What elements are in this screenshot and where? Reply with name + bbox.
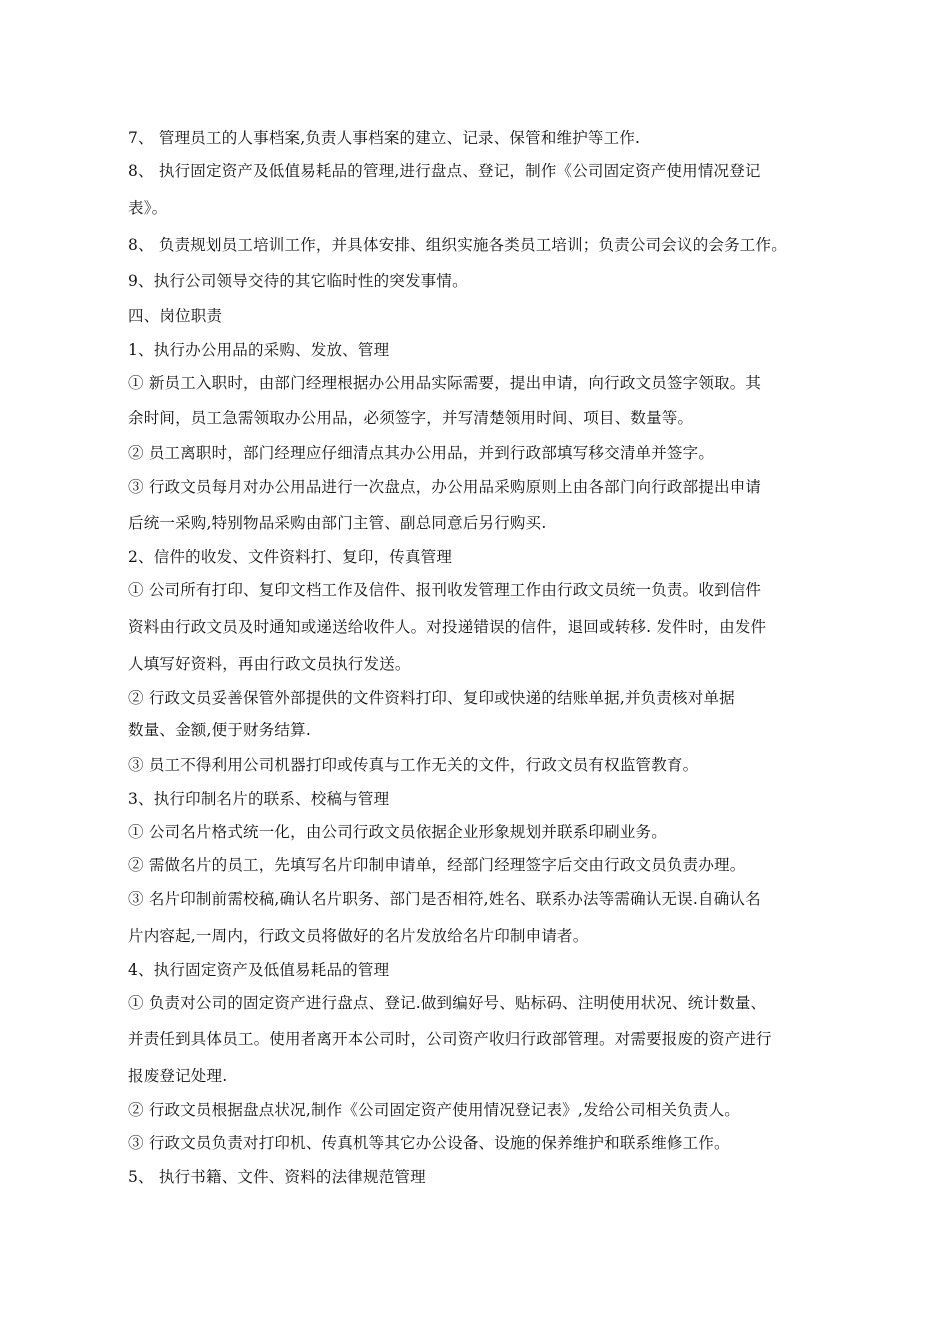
subsection-heading: 2、信件的收发、文件资料打、复印，传真管理 <box>128 548 453 566</box>
text-line: 表》。 <box>128 199 168 217</box>
text-line: ② 行政文员根据盘点状况,制作《公司固定资产使用情况登记表》,发给公司相关负责人。 <box>128 1101 740 1119</box>
text-line: 8、 执行固定资产及低值易耗品的管理,进行盘点、登记，制作《公司固定资产使用情况登记 <box>128 162 761 180</box>
text-line: 7、 管理员工的人事档案,负责人事档案的建立、记录、保管和维护等工作. <box>128 129 641 147</box>
text-line: ① 负责对公司的固定资产进行盘点、登记.做到编好号、贴标码、注明使用状况、统计数量、 <box>128 994 767 1012</box>
text-line: 数量、金额,便于财务结算. <box>128 721 311 739</box>
text-line: 人填写好资料，再由行政文员执行发送。 <box>128 655 411 673</box>
text-line: 余时间，员工急需领取办公用品，必须签字，并写清楚领用时间、项目、数量等。 <box>128 409 694 427</box>
text-line: ② 行政文员妥善保管外部提供的文件资料打印、复印或快递的结账单据,并负责核对单据 <box>128 689 735 707</box>
subsection-heading: 5、 执行书籍、文件、资料的法律规范管理 <box>128 1168 426 1186</box>
subsection-heading: 4、执行固定资产及低值易耗品的管理 <box>128 961 390 979</box>
text-line: 后统一采购,特别物品采购由部门主管、副总同意后另行购买. <box>128 514 547 532</box>
text-line: ① 新员工入职时，由部门经理根据办公用品实际需要，提出申请，向行政文员签字领取。其 <box>128 374 762 392</box>
text-line: ③ 名片印制前需校稿,确认名片职务、部门是否相符,姓名、联系办法等需确认无误.自确认名 <box>128 890 761 908</box>
text-line: ① 公司所有打印、复印文档工作及信件、报刊收发管理工作由行政文员统一负责。收到信件 <box>128 581 762 599</box>
text-line: ② 员工离职时，部门经理应仔细清点其办公用品，并到行政部填写移交清单并签字。 <box>128 444 715 462</box>
text-line: ③ 行政文员每月对办公用品进行一次盘点，办公用品采购原则上由各部门向行政部提出申请 <box>128 478 762 496</box>
text-line: 报废登记处理. <box>128 1067 228 1085</box>
text-line: ③ 员工不得利用公司机器打印或传真与工作无关的文件，行政文员有权监管教育。 <box>128 756 699 774</box>
text-line: 并责任到具体员工。使用者离开本公司时，公司资产收归行政部管理。对需要报废的资产进行 <box>128 1030 772 1048</box>
text-line: 9、执行公司领导交待的其它临时性的突发事情。 <box>128 272 468 290</box>
text-line: 8、 负责规划员工培训工作，并具体安排、组织实施各类员工培训；负责公司会议的会务工作。 <box>128 236 787 254</box>
text-line: 片内容起,一周内，行政文员将做好的名片发放给名片印制申请者。 <box>128 927 589 945</box>
text-line: ② 需做名片的员工，先填写名片印制申请单，经部门经理签字后交由行政文员负责办理。 <box>128 856 746 874</box>
text-line: ① 公司名片格式统一化，由公司行政文员依据企业形象规划并联系印刷业务。 <box>128 823 667 841</box>
text-line: ③ 行政文员负责对打印机、传真机等其它办公设备、设施的保养维护和联系维修工作。 <box>128 1134 730 1152</box>
subsection-heading: 3、执行印制名片的联系、校稿与管理 <box>128 790 390 808</box>
section-heading: 四、岗位职责 <box>128 307 223 325</box>
text-line: 资料由行政文员及时通知或递送给收件人。对投递错误的信件，退回或转移. 发件时，由发件 <box>128 618 767 636</box>
subsection-heading: 1、执行办公用品的采购、发放、管理 <box>128 341 390 359</box>
